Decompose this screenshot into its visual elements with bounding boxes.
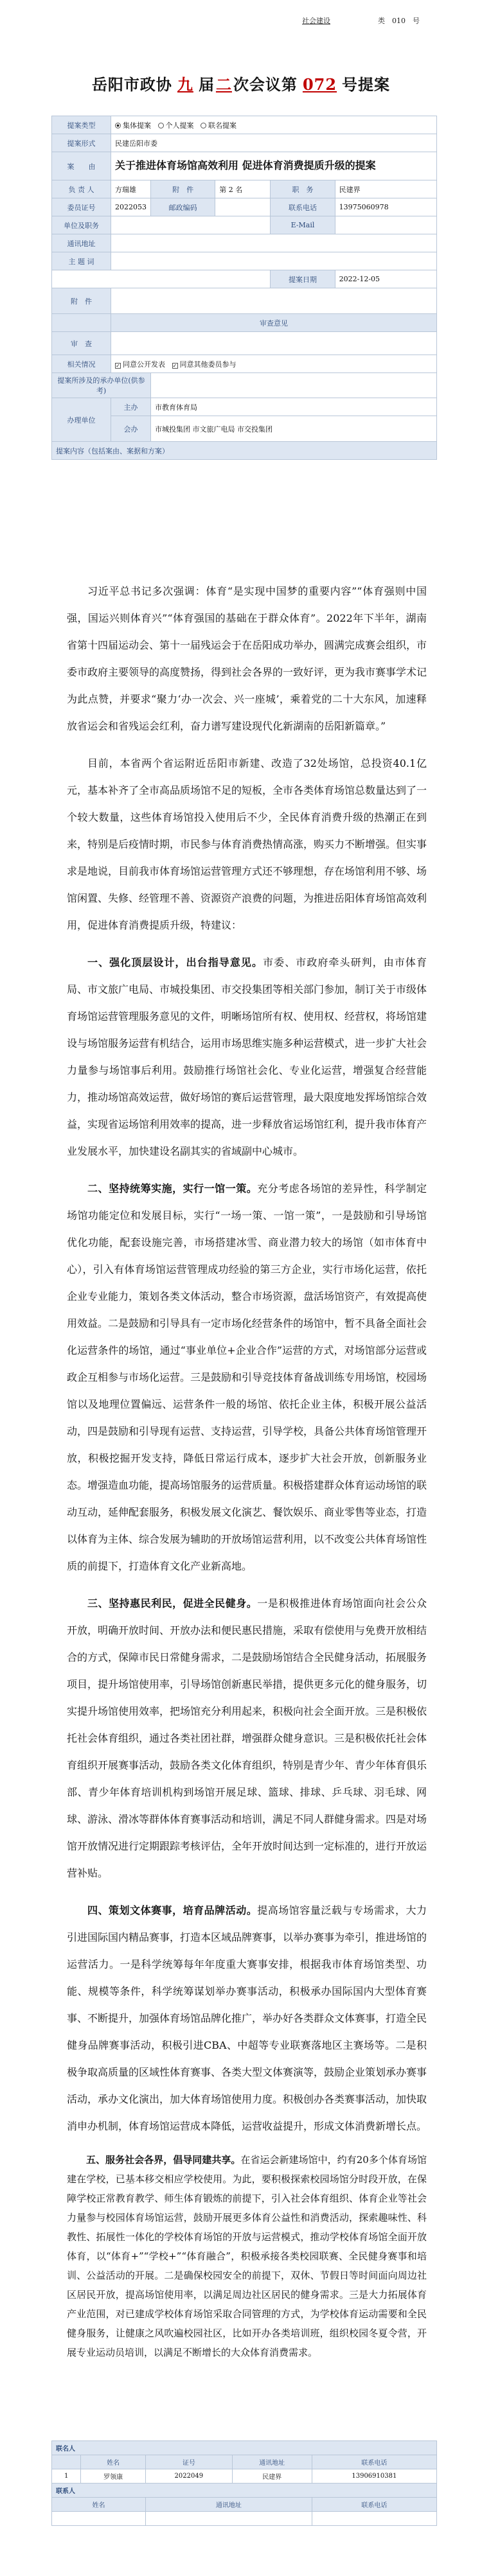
title-mid: 届 [198,75,215,94]
reviewer-value[interactable] [111,332,437,355]
number-tag: 类 010 号 [378,17,420,25]
assist-label: 会办 [111,416,151,442]
cell-address: 民建界 [232,2469,312,2484]
category-label: 提案类型 [52,116,111,134]
assist-value[interactable]: 市城投集团 市文旅广电局 市交投集团 [151,416,437,442]
work-value[interactable] [111,216,271,234]
cell2-address [145,2512,312,2526]
handle-label: 相关情况 [52,355,111,373]
cell2-name [52,2512,146,2526]
col-name: 姓名 [81,2455,146,2469]
body-paragraph-intro: 习近平总书记多次强调：体育“是实现中国梦的重要内容”“体育强则中国强，国运兴则体育兴”“体育强国的基础在于群众体育”。2022年下半年，湖南省第十四届运动会、第十一届残运会于在岳阳成功举办，圆满完成赛会组织，市委市政府主要领导的高度赞扬，得到社会各界的一致好评，更为我市赛事学术记为此点赞，并要求“聚力‘办一次会、兴一座城’，乘着党的二十大东风，加速释放省运会和省残运会红利，奋力谱写建设现代化新湖南的岳阳新篇章。” [67,585,427,732]
col2-phone: 联系电话 [312,2498,436,2512]
radio-joint-icon[interactable] [201,123,206,128]
cell-name: 罗领康 [81,2469,146,2484]
work-label: 单位及职务 [52,216,111,234]
col-address: 通讯地址 [232,2455,312,2469]
case-label: 案 由 [52,152,111,180]
email2-label: E-Mail [271,216,335,234]
handle-options[interactable]: ✓ 同意公开发表 ✓ 同意其他委员参与 [111,355,437,373]
mobile-label: 联系电话 [271,198,335,216]
section-2-text: 充分考虑各场馆的差异性，科学制定场馆功能定位和发展目标，实行“一场一策、一馆一策”，一是鼓励和引导场馆优化功能，配套设施完善，市场搭建冰雪、商业潜力较大的场馆（如市体育中心），引入有体育场馆运营管理成功经验的第三方企业，实行市场化运营，依托企业专业能力，策划各类文体活动，整合市场资源，盘活场馆资产，有效提高使用效益。二是鼓励和引导具有一定市场化经营条件的场馆中，暂不具备全面社会化运营条件的场馆，通过“事业单位+企业合作”运营的方式，对场馆部分运营或政企互相参与市场化运营。三是鼓励和引导竞技体育备战训练专用场馆，校园场馆以及地理位置偏远、运营条件一般的场馆、依托企业主体，积极开展公益活动，四是鼓励和引导现有运营、支持运营，引导学校，具备公共体育场馆管理开放，积极挖掘开发支持，降低日常运行成本，逐步扩大社会开放，创新服务业态。增强造血功能，提高场馆服务的运营质量。积极搭建群众体育运动场馆的联动互动，延伸配套服务，积极发展文化演艺、餐饮娱乐、商业零售等业态，打造以体育为主体、综合发展为辅助的开放场馆运营利用，以不改变公共体育场馆性质的前提下，打造体育文化产业新高地。 [67,1182,427,1572]
title-prefix: 岳阳市政协 [91,75,172,94]
date-value[interactable]: 2022-12-05 [335,270,436,288]
category-tag: 社会建设 [302,17,330,25]
col-index [52,2455,81,2469]
attach-label: 附 件 [52,288,111,314]
organizer-value[interactable] [151,373,437,398]
title-session-count: 二 [215,75,232,94]
checkbox-others-icon[interactable]: ✓ [172,362,177,369]
joint-proposer-table [51,2440,437,2526]
section-4-text: 提高场馆容量泛载与专场需求，大力引进国际国内精品赛事，打造本区域品牌赛事，以举办赛事为牵引，推进场馆的运营活力。一是科学统筹每年年度重大赛事安排，根据我市体育场馆类型、功能、规模等条件，科学统筹谋划举办赛事活动，积极承办国际国内大型体育赛事、不断提升，加强体育场馆品牌化推广，举办好各类群众文体赛事，打造全民健身品牌赛事活动，积极引进CBA、中超等专业联赛落地区主赛场等。二是积极争取高质量的区域性体育赛事、各类大型文体赛演等，鼓励企业策划承办赛事活动，承办文化演出，加大体育场馆使用力度。积极创办各类赛事活动，加快取消申办机制，体育场馆运营成本降低，运营收益提升，形成文体消费新增长点。 [67,1904,427,2132]
cell2-phone [312,2512,436,2526]
cell-phone: 13906910381 [312,2469,436,2484]
subject-label: 提案形式 [52,134,111,152]
section-3-text: 一是积极推进体育场馆面向社会公众开放，明确开放时间、开放办法和便民惠民措施，采取有偿使用与免费开放相结合的方式，保障市民日常健身需求，二是鼓励场馆结合全民健身活动，拓展服务项目，提升场馆使用率，引导场馆创新惠民举措，提供更多元化的健身服务，切实提升场馆使用效率，把场馆充分利用起来，积极向社会全面开放。三是积极依托社会体育组织，通过各类社团社群，增强群众健身意识。三是积极依托社会体育组织开展赛事活动，鼓励各类文化体育组织，特别是青少年、青少年体育俱乐部、青少年体育培训机构到场馆开展足球、篮球、排球、乒乓球、羽毛球、网球、游泳、滑冰等群体体育赛事活动和培训，满足不同人群健身需求。四是对场馆开放情况进行定期跟踪考核评估，全年开放时间达到一定标准的，进行开放运营补贴。 [67,1597,427,1879]
applicant-label: 负 责 人 [52,180,111,198]
count-label: 附 件 [151,180,215,198]
case-value[interactable]: 关于推进体育场馆高效利用 促进体育消费提质升级的提案 [111,152,437,180]
contact-section-label: 联系人 [52,2484,437,2498]
phone-label: 委员证号 [52,198,111,216]
attach-value[interactable] [111,288,437,314]
reviewer-label: 审 查 [52,332,111,355]
unit-label: 职 务 [271,180,335,198]
section-1-text: 市委、市政府牵头研判，由市体育局、市文旅广电局、市城投集团、市交投集团等相关部门参加，制订关于市级体育场馆运营管理服务意见的文件，明晰场馆所有权、使用权、经营权，将场馆建设与场馆服务运营有机结合，运用市场思维实施多种运营模式，进一步扩大社会力量参与场馆事后利用。鼓励推行场馆社会化、专业化运营，增强复合经营能力，推动场馆高效运营，做好场馆的赛后运营管理，最大限度地发挥场馆综合效益，实现省运场馆利用效率的提高，进一步释放省运场馆红利，提升我市体育产业发展水平，加快建设名副其实的省域副中心城市。 [67,956,427,1157]
date-label: 提案日期 [271,270,335,288]
mobile-value[interactable]: 13975060978 [335,198,436,216]
proposal-body [67,578,427,2372]
body-section-2 [67,1175,427,1580]
address-value[interactable] [111,234,437,252]
section-2-heading: 二、坚持统筹实施，实行一馆一策。 [87,1182,258,1195]
topic-label: 主 题 词 [52,252,111,270]
category-options[interactable]: 集体提案 个人提案 联名提案 [111,116,437,134]
col-id: 证号 [145,2455,232,2469]
section-5-text: 在省运会新建场馆中，约有20多个体育场馆建在学校，已基本移交相应学校使用。为此，要积极探索校园场馆分时段开放，在保障学校正常教育教学、师生体育锻炼的前提下，引入社会体育组织、体育企业等社会力量参与校园体育场馆运营，鼓励开展更多体育公益性和消费活动，探索趣味性、科教性、拓展性一体化的学校体育场馆的开放与运营模式，推动学校体育场馆全面开放体育，以“体育+”“学校+”“体育融合”，积极承接各类校园联赛、全民健身赛事和培训、公益活动的开展。二是确保校园安全的前提下，双休、节假日等时间面向周边社区居民开放，提高场馆使用率，以满足周边社区居民的健身需求。三是大力拓展体育产业范围，对已建成学校体育场馆采取合同管理的方式，为学校体育运动需要和全民健身服务，让健康之风吹遍校园社区，比如开办各类培训班，组织校园冬夏令营，开展专业运动员培训，以满足不断增长的大众体育消费需求。 [67,2154,427,2358]
applicant-value[interactable]: 方瑞雄 [111,180,151,198]
proposal-form [51,116,437,460]
phone-value[interactable]: 2022053 [111,198,151,216]
section-5-heading: 五、服务社会各界，倡导同建共享。 [86,2154,241,2166]
cell-index: 1 [52,2469,81,2484]
section-4-heading: 四、策划文体赛事，培育品牌活动。 [87,1904,258,1916]
count-value[interactable]: 第 2 名 [215,180,271,198]
table-row[interactable] [52,2512,437,2526]
title-mid2: 次会议第 [233,75,298,94]
joint-section-label: 联名人 [52,2441,437,2455]
table-row[interactable] [52,2469,437,2484]
address-label: 通讯地址 [52,234,111,252]
organizer-label: 提案所涉及的承办单位(供参考) [52,373,151,398]
topic-value[interactable] [111,252,437,270]
title-proposal-no: 072 [302,75,337,94]
main-label: 主办 [111,398,151,416]
date-spacer [52,270,271,288]
body-section-3 [67,1590,427,1887]
checkbox-publish-icon[interactable]: ✓ [116,362,120,369]
email-label: 邮政编码 [151,198,215,216]
col2-address: 通讯地址 [145,2498,312,2512]
body-section-5 [67,2150,427,2362]
subject-value[interactable]: 民建岳阳市委 [111,134,437,152]
body-section-4 [67,1897,427,2140]
review-spacer [52,314,111,332]
email2-value[interactable] [335,216,436,234]
office-label: 办理单位 [52,398,111,442]
email-value[interactable] [215,198,271,216]
page-title [0,72,482,94]
title-session-num: 九 [177,75,193,94]
radio-collective-icon[interactable] [115,123,121,128]
body-section-1 [67,949,427,1165]
unit-value[interactable]: 民建界 [335,180,436,198]
section-3-heading: 三、坚持惠民利民，促进全民健身。 [87,1597,258,1609]
radio-personal-icon[interactable] [158,123,164,128]
col-phone: 联系电话 [312,2455,436,2469]
main-value[interactable]: 市教育体育局 [151,398,437,416]
col2-name: 姓名 [52,2498,146,2512]
review-label: 审查意见 [111,314,437,332]
body-paragraph-background: 目前，本省两个省运附近岳阳市新建、改造了32处场馆，总投资40.1亿元，基本补齐了全市高品质场馆不足的短板，全市各类体育场馆总数量达到了一个较大数量，这些体育场馆投入使用后不少，全民体育消费升级的热潮正在到来，特别是后疫情时期，市民参与体育消费热情高涨，购买力不断增强。但实事求是地说，目前我市体育场馆运营管理方式还不够理想，存在场馆利用不够、场馆闲置、失修、经管理不善、资源资产浪费的问题，为推进岳阳体育场馆高效利用，促进体育消费提质升级，特建议： [67,757,427,931]
cell-id: 2022049 [145,2469,232,2484]
note-label: 提案内容（包括案由、案据和方案） [52,442,437,460]
title-suffix: 号提案 [342,75,391,94]
section-1-heading: 一、强化顶层设计，出台指导意见。 [87,956,263,968]
